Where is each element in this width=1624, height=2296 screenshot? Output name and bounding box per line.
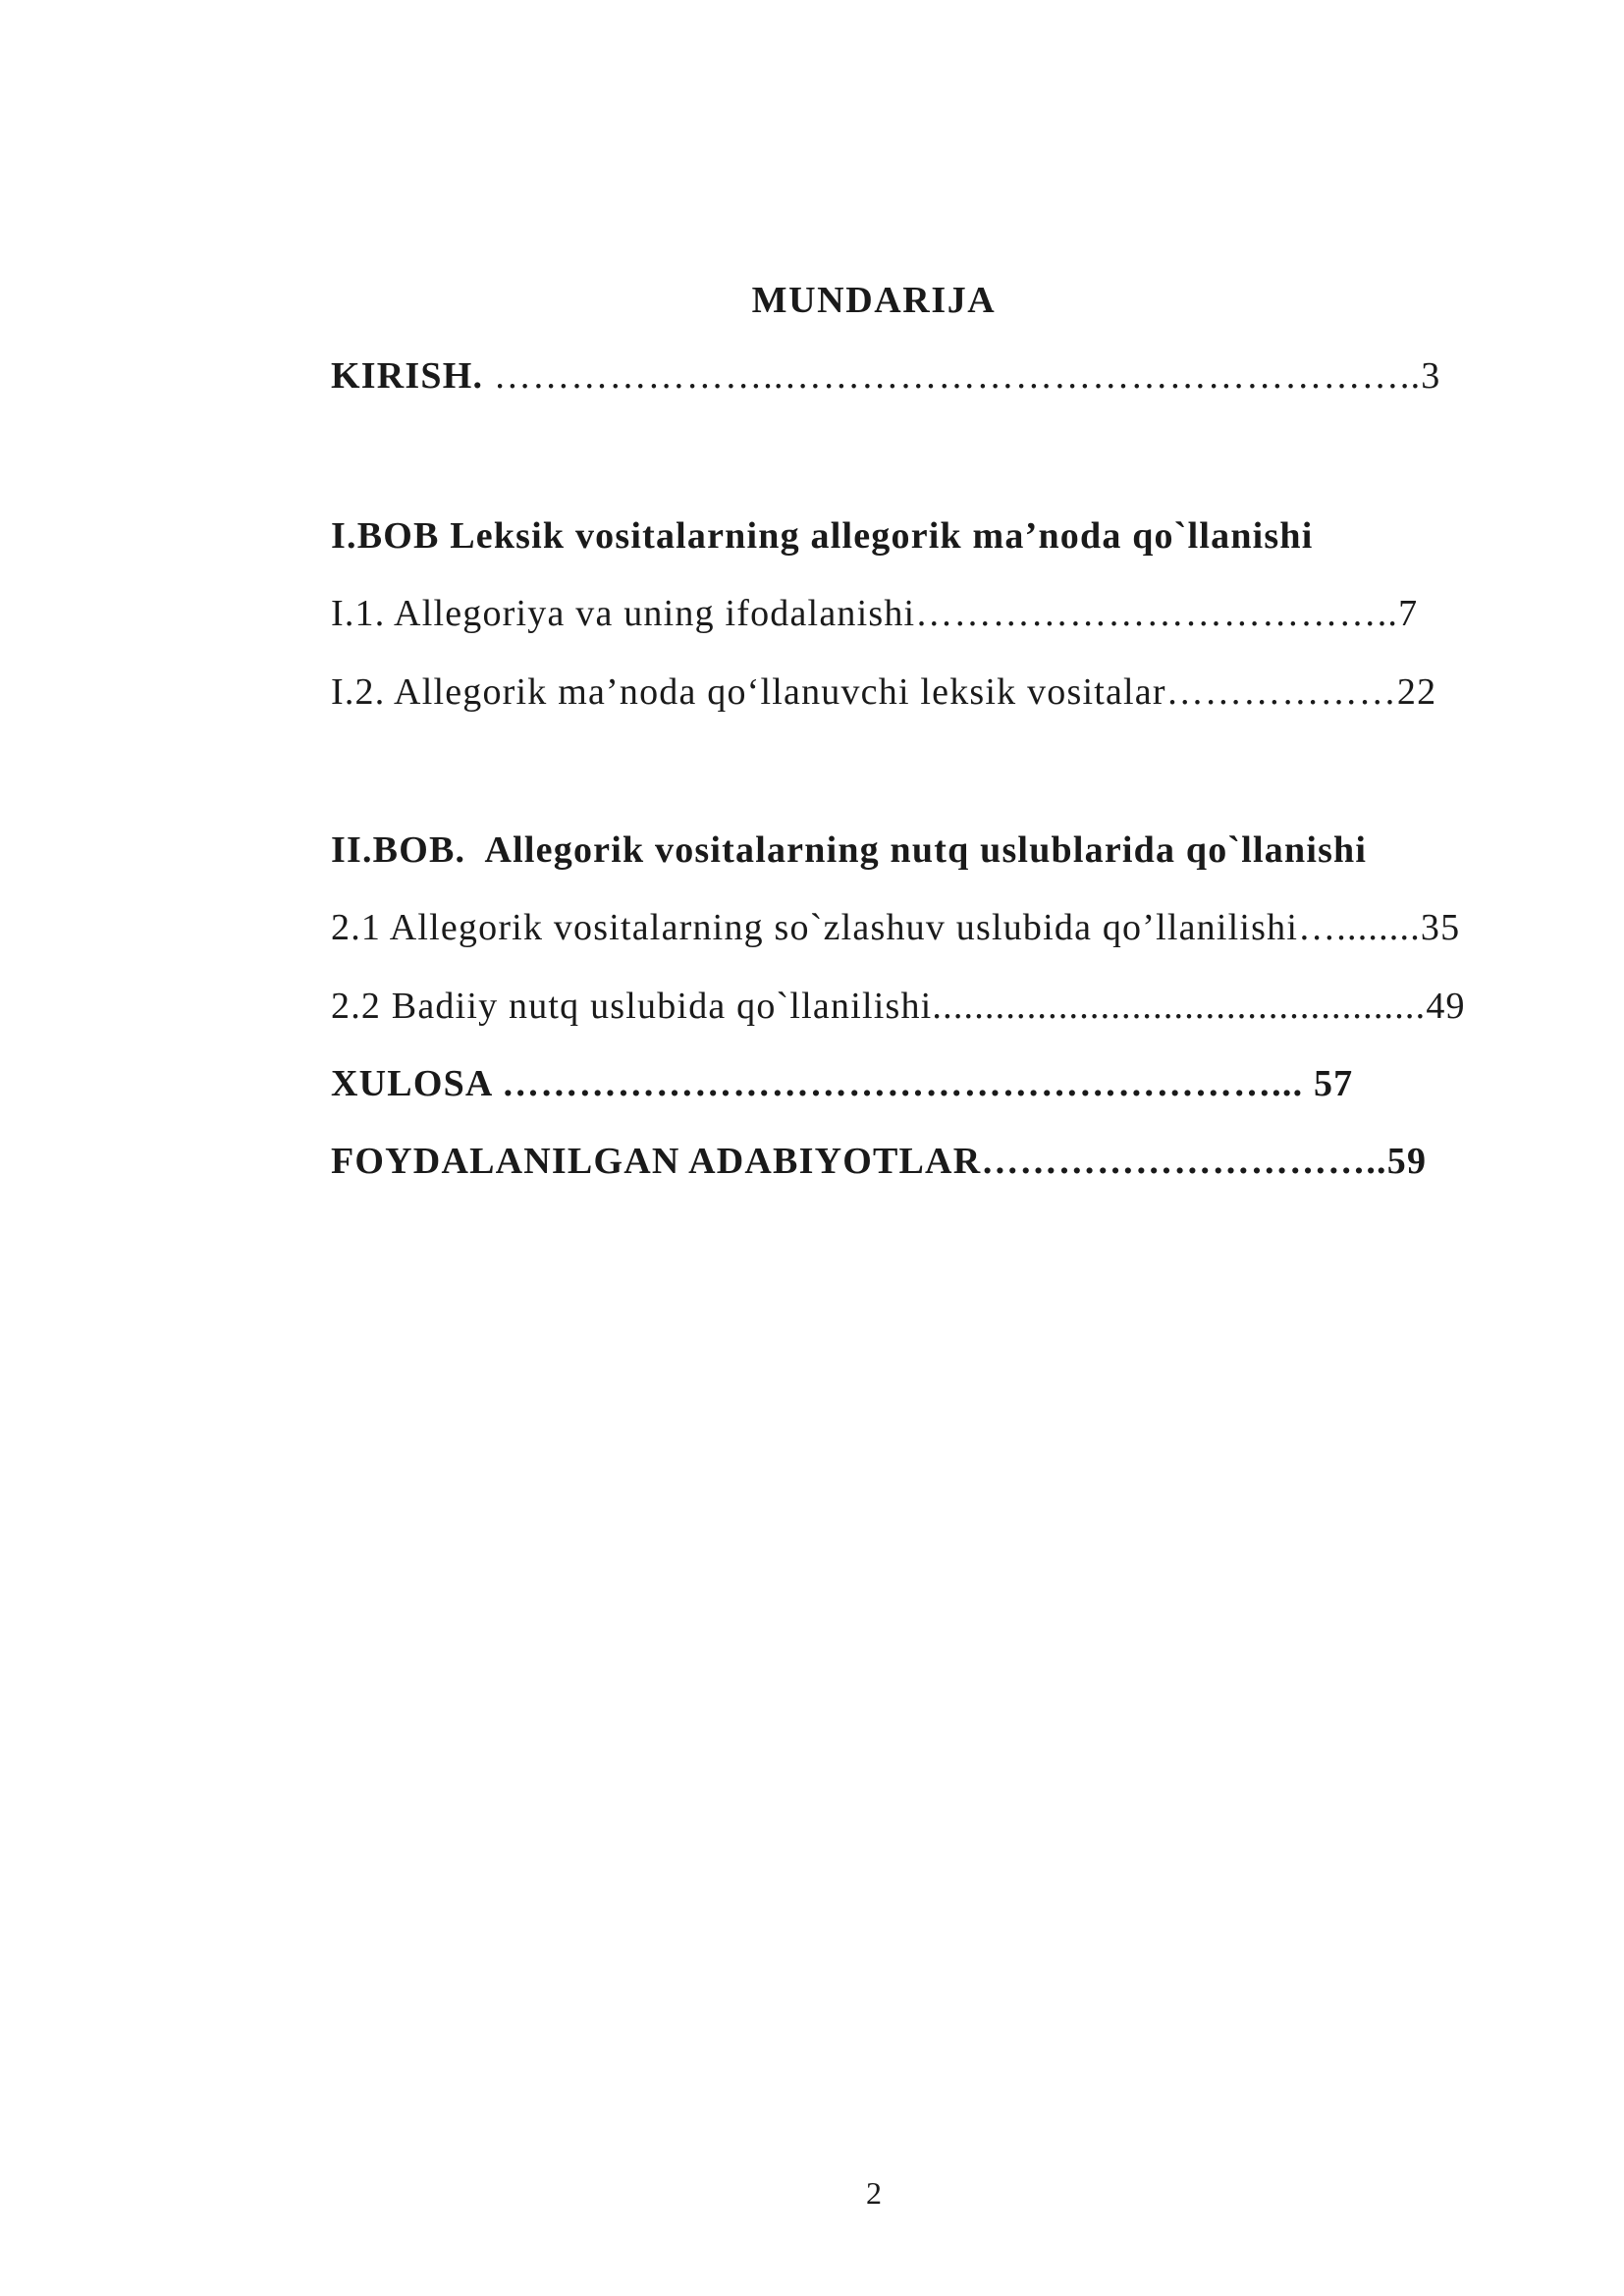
toc-page-number: 22 bbox=[1396, 671, 1437, 713]
toc-title: MUNDARIJA bbox=[751, 280, 997, 321]
toc-page-number: 35 bbox=[1420, 907, 1461, 948]
toc-entry-1-2 bbox=[331, 669, 1436, 715]
toc-entry-text: I.1. Allegoriya va uning ifodalanishi bbox=[331, 593, 916, 634]
toc-leader-dots: ……………………………….. bbox=[915, 593, 1399, 634]
toc-leader-dots: …........ bbox=[1298, 907, 1421, 948]
toc-entry-1-1 bbox=[331, 591, 1418, 636]
toc-page-number: 49 bbox=[1426, 986, 1466, 1027]
toc-entry-text: 2.1 Allegorik vositalarning so`zlashuv uslubida qo’llanilishi bbox=[331, 907, 1299, 948]
toc-entry-kirish bbox=[331, 353, 1440, 399]
toc-leader-dots: ………………………….. bbox=[981, 1141, 1387, 1182]
toc-entry-text: I.2. Allegorik ma’noda qo‘llanuvchi leksik vositalar bbox=[331, 671, 1166, 713]
toc-page-number: 57 bbox=[1313, 1063, 1354, 1104]
toc-page-number: 7 bbox=[1398, 593, 1419, 634]
toc-chapter-1-heading: I.BOB Leksik vositalarning allegorik ma’noda qo`llanishi bbox=[331, 515, 1314, 557]
toc-leader-dots: ……………… bbox=[1165, 671, 1397, 713]
toc-page-number: 59 bbox=[1386, 1141, 1428, 1182]
toc-page-number: 3 bbox=[1421, 355, 1441, 397]
toc-leader-dots: ............................................... bbox=[932, 986, 1427, 1027]
toc-entry-text: FOYDALANILGAN ADABIYOTLAR bbox=[331, 1141, 982, 1182]
toc-entry-2-1 bbox=[331, 905, 1460, 950]
toc-entry-references bbox=[331, 1139, 1427, 1184]
toc-leader-dots: ……………………………………………………... bbox=[502, 1063, 1314, 1104]
toc-chapter-2-heading: II.BOB. Allegorik vositalarning nutq uslublarida qo`llanishi bbox=[331, 829, 1368, 871]
toc-entry-text: XULOSA bbox=[331, 1063, 503, 1104]
toc-entry-xulosa bbox=[331, 1061, 1353, 1106]
toc-entry-text: KIRISH. bbox=[331, 355, 494, 397]
toc-leader-dots: …………………..………………………………………….. bbox=[493, 355, 1422, 397]
page-number: 2 bbox=[866, 2175, 882, 2211]
toc-entry-text: 2.2 Badiiy nutq uslubida qo`llanilishi bbox=[331, 986, 933, 1027]
toc-entry-2-2 bbox=[331, 984, 1466, 1029]
